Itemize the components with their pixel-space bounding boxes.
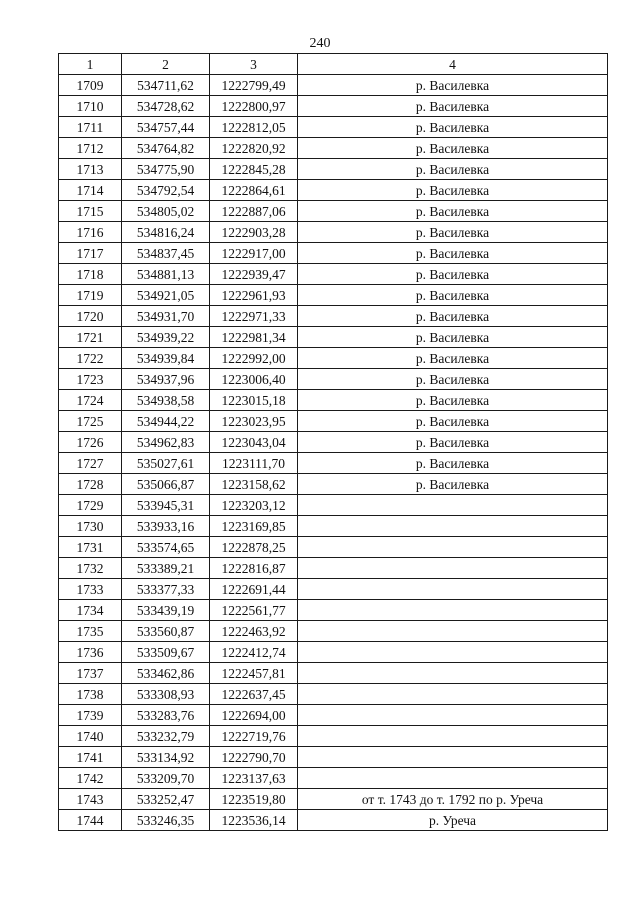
point-number-cell: 1723 bbox=[59, 369, 122, 390]
y-coordinate-cell: 1223015,18 bbox=[210, 390, 298, 411]
table-row bbox=[59, 306, 608, 327]
description-cell bbox=[298, 516, 608, 537]
table-row bbox=[59, 222, 608, 243]
point-number-cell: 1737 bbox=[59, 663, 122, 684]
table-row bbox=[59, 138, 608, 159]
x-coordinate-cell: 534764,82 bbox=[122, 138, 210, 159]
y-coordinate-cell: 1222800,97 bbox=[210, 96, 298, 117]
description-cell: р. Василевка bbox=[298, 201, 608, 222]
description-cell: р. Василевка bbox=[298, 453, 608, 474]
table-row bbox=[59, 75, 608, 96]
point-number-cell: 1740 bbox=[59, 726, 122, 747]
y-coordinate-cell: 1222719,76 bbox=[210, 726, 298, 747]
description-cell: р. Василевка bbox=[298, 180, 608, 201]
point-number-cell: 1731 bbox=[59, 537, 122, 558]
x-coordinate-cell: 533246,35 bbox=[122, 810, 210, 831]
table-row bbox=[59, 537, 608, 558]
x-coordinate-cell: 533933,16 bbox=[122, 516, 210, 537]
point-number-cell: 1729 bbox=[59, 495, 122, 516]
table-row bbox=[59, 264, 608, 285]
x-coordinate-cell: 533389,21 bbox=[122, 558, 210, 579]
x-coordinate-cell: 535027,61 bbox=[122, 453, 210, 474]
point-number-cell: 1712 bbox=[59, 138, 122, 159]
description-cell: р. Василевка bbox=[298, 117, 608, 138]
x-coordinate-cell: 533509,67 bbox=[122, 642, 210, 663]
x-coordinate-cell: 533574,65 bbox=[122, 537, 210, 558]
y-coordinate-cell: 1222971,33 bbox=[210, 306, 298, 327]
point-number-cell: 1727 bbox=[59, 453, 122, 474]
y-coordinate-cell: 1222691,44 bbox=[210, 579, 298, 600]
description-cell bbox=[298, 537, 608, 558]
x-coordinate-cell: 533462,86 bbox=[122, 663, 210, 684]
y-coordinate-cell: 1223006,40 bbox=[210, 369, 298, 390]
description-cell bbox=[298, 558, 608, 579]
description-cell: р. Василевка bbox=[298, 264, 608, 285]
page-number: 240 bbox=[309, 36, 331, 51]
y-coordinate-cell: 1222820,92 bbox=[210, 138, 298, 159]
x-coordinate-cell: 534921,05 bbox=[122, 285, 210, 306]
table-row bbox=[59, 201, 608, 222]
point-number-cell: 1711 bbox=[59, 117, 122, 138]
point-number-cell: 1738 bbox=[59, 684, 122, 705]
y-coordinate-cell: 1222637,45 bbox=[210, 684, 298, 705]
table-row bbox=[59, 453, 608, 474]
x-coordinate-cell: 534792,54 bbox=[122, 180, 210, 201]
x-coordinate-cell: 534931,70 bbox=[122, 306, 210, 327]
point-number-cell: 1717 bbox=[59, 243, 122, 264]
description-cell: р. Василевка bbox=[298, 75, 608, 96]
description-cell: р. Василевка bbox=[298, 159, 608, 180]
point-number-cell: 1739 bbox=[59, 705, 122, 726]
point-number-cell: 1724 bbox=[59, 390, 122, 411]
point-number-cell: 1716 bbox=[59, 222, 122, 243]
y-coordinate-cell: 1222457,81 bbox=[210, 663, 298, 684]
y-coordinate-cell: 1222816,87 bbox=[210, 558, 298, 579]
table-row bbox=[59, 327, 608, 348]
y-coordinate-cell: 1222799,49 bbox=[210, 75, 298, 96]
description-cell bbox=[298, 600, 608, 621]
y-coordinate-cell: 1222992,00 bbox=[210, 348, 298, 369]
description-cell: р. Василевка bbox=[298, 411, 608, 432]
y-coordinate-cell: 1222917,00 bbox=[210, 243, 298, 264]
x-coordinate-cell: 534711,62 bbox=[122, 75, 210, 96]
point-number-cell: 1733 bbox=[59, 579, 122, 600]
y-coordinate-cell: 1222790,70 bbox=[210, 747, 298, 768]
point-number-cell: 1743 bbox=[59, 789, 122, 810]
point-number-cell: 1735 bbox=[59, 621, 122, 642]
point-number-cell: 1715 bbox=[59, 201, 122, 222]
point-number-cell: 1722 bbox=[59, 348, 122, 369]
table-row bbox=[59, 558, 608, 579]
x-coordinate-cell: 535066,87 bbox=[122, 474, 210, 495]
x-coordinate-cell: 534944,22 bbox=[122, 411, 210, 432]
y-coordinate-cell: 1223158,62 bbox=[210, 474, 298, 495]
description-cell bbox=[298, 579, 608, 600]
point-number-cell: 1709 bbox=[59, 75, 122, 96]
table-row bbox=[59, 726, 608, 747]
y-coordinate-cell: 1223137,63 bbox=[210, 768, 298, 789]
description-cell bbox=[298, 663, 608, 684]
y-coordinate-cell: 1223043,04 bbox=[210, 432, 298, 453]
point-number-cell: 1718 bbox=[59, 264, 122, 285]
table-row bbox=[59, 285, 608, 306]
x-coordinate-cell: 534837,45 bbox=[122, 243, 210, 264]
table-row bbox=[59, 348, 608, 369]
description-cell: р. Уреча bbox=[298, 810, 608, 831]
point-number-cell: 1728 bbox=[59, 474, 122, 495]
point-number-cell: 1720 bbox=[59, 306, 122, 327]
y-coordinate-cell: 1222939,47 bbox=[210, 264, 298, 285]
column-header-1: 1 bbox=[59, 54, 122, 75]
table-header-row bbox=[59, 54, 608, 75]
coordinates-table bbox=[58, 53, 608, 831]
table-row bbox=[59, 789, 608, 810]
y-coordinate-cell: 1223169,85 bbox=[210, 516, 298, 537]
table-row bbox=[59, 747, 608, 768]
table-row bbox=[59, 810, 608, 831]
table-row bbox=[59, 768, 608, 789]
description-cell: р. Василевка bbox=[298, 285, 608, 306]
description-cell: р. Василевка bbox=[298, 348, 608, 369]
point-number-cell: 1742 bbox=[59, 768, 122, 789]
x-coordinate-cell: 534962,83 bbox=[122, 432, 210, 453]
x-coordinate-cell: 534939,22 bbox=[122, 327, 210, 348]
y-coordinate-cell: 1223203,12 bbox=[210, 495, 298, 516]
x-coordinate-cell: 533560,87 bbox=[122, 621, 210, 642]
y-coordinate-cell: 1222878,25 bbox=[210, 537, 298, 558]
description-cell bbox=[298, 768, 608, 789]
point-number-cell: 1741 bbox=[59, 747, 122, 768]
point-number-cell: 1732 bbox=[59, 558, 122, 579]
y-coordinate-cell: 1222463,92 bbox=[210, 621, 298, 642]
table-row bbox=[59, 621, 608, 642]
x-coordinate-cell: 533209,70 bbox=[122, 768, 210, 789]
point-number-cell: 1714 bbox=[59, 180, 122, 201]
y-coordinate-cell: 1223023,95 bbox=[210, 411, 298, 432]
x-coordinate-cell: 534728,62 bbox=[122, 96, 210, 117]
description-cell: р. Василевка bbox=[298, 432, 608, 453]
point-number-cell: 1730 bbox=[59, 516, 122, 537]
point-number-cell: 1744 bbox=[59, 810, 122, 831]
x-coordinate-cell: 534805,02 bbox=[122, 201, 210, 222]
column-header-2: 2 bbox=[122, 54, 210, 75]
y-coordinate-cell: 1222561,77 bbox=[210, 600, 298, 621]
table-row bbox=[59, 663, 608, 684]
x-coordinate-cell: 533283,76 bbox=[122, 705, 210, 726]
x-coordinate-cell: 534775,90 bbox=[122, 159, 210, 180]
x-coordinate-cell: 534757,44 bbox=[122, 117, 210, 138]
y-coordinate-cell: 1222845,28 bbox=[210, 159, 298, 180]
description-cell: р. Василевка bbox=[298, 306, 608, 327]
table-row bbox=[59, 516, 608, 537]
y-coordinate-cell: 1222887,06 bbox=[210, 201, 298, 222]
table-row bbox=[59, 96, 608, 117]
x-coordinate-cell: 533232,79 bbox=[122, 726, 210, 747]
point-number-cell: 1725 bbox=[59, 411, 122, 432]
table-row bbox=[59, 579, 608, 600]
point-number-cell: 1719 bbox=[59, 285, 122, 306]
description-cell bbox=[298, 495, 608, 516]
table-row bbox=[59, 390, 608, 411]
column-header-4: 4 bbox=[298, 54, 608, 75]
description-cell bbox=[298, 747, 608, 768]
x-coordinate-cell: 534938,58 bbox=[122, 390, 210, 411]
x-coordinate-cell: 534881,13 bbox=[122, 264, 210, 285]
y-coordinate-cell: 1222812,05 bbox=[210, 117, 298, 138]
x-coordinate-cell: 533308,93 bbox=[122, 684, 210, 705]
description-cell bbox=[298, 726, 608, 747]
table-row bbox=[59, 642, 608, 663]
y-coordinate-cell: 1223536,14 bbox=[210, 810, 298, 831]
description-cell bbox=[298, 705, 608, 726]
table-row bbox=[59, 600, 608, 621]
x-coordinate-cell: 533439,19 bbox=[122, 600, 210, 621]
x-coordinate-cell: 533134,92 bbox=[122, 747, 210, 768]
point-number-cell: 1734 bbox=[59, 600, 122, 621]
table-row bbox=[59, 684, 608, 705]
description-cell: р. Василевка bbox=[298, 138, 608, 159]
description-cell: р. Василевка bbox=[298, 243, 608, 264]
table-row bbox=[59, 705, 608, 726]
description-cell: р. Василевка bbox=[298, 390, 608, 411]
y-coordinate-cell: 1222694,00 bbox=[210, 705, 298, 726]
y-coordinate-cell: 1222903,28 bbox=[210, 222, 298, 243]
description-cell: р. Василевка bbox=[298, 327, 608, 348]
x-coordinate-cell: 534937,96 bbox=[122, 369, 210, 390]
description-cell bbox=[298, 684, 608, 705]
y-coordinate-cell: 1222864,61 bbox=[210, 180, 298, 201]
x-coordinate-cell: 533252,47 bbox=[122, 789, 210, 810]
description-cell bbox=[298, 642, 608, 663]
table-body bbox=[59, 75, 608, 831]
x-coordinate-cell: 534816,24 bbox=[122, 222, 210, 243]
y-coordinate-cell: 1223519,80 bbox=[210, 789, 298, 810]
table-row bbox=[59, 369, 608, 390]
x-coordinate-cell: 533945,31 bbox=[122, 495, 210, 516]
y-coordinate-cell: 1223111,70 bbox=[210, 453, 298, 474]
table-row bbox=[59, 432, 608, 453]
table-row bbox=[59, 474, 608, 495]
description-cell: р. Василевка bbox=[298, 96, 608, 117]
point-number-cell: 1713 bbox=[59, 159, 122, 180]
description-cell: р. Василевка bbox=[298, 369, 608, 390]
point-number-cell: 1726 bbox=[59, 432, 122, 453]
description-cell: р. Василевка bbox=[298, 222, 608, 243]
point-number-cell: 1736 bbox=[59, 642, 122, 663]
y-coordinate-cell: 1222412,74 bbox=[210, 642, 298, 663]
y-coordinate-cell: 1222981,34 bbox=[210, 327, 298, 348]
table-row bbox=[59, 117, 608, 138]
table-row bbox=[59, 159, 608, 180]
description-cell: от т. 1743 до т. 1792 по р. Уреча bbox=[298, 789, 608, 810]
description-cell bbox=[298, 621, 608, 642]
point-number-cell: 1721 bbox=[59, 327, 122, 348]
table-row bbox=[59, 243, 608, 264]
table-row bbox=[59, 180, 608, 201]
column-header-3: 3 bbox=[210, 54, 298, 75]
x-coordinate-cell: 533377,33 bbox=[122, 579, 210, 600]
x-coordinate-cell: 534939,84 bbox=[122, 348, 210, 369]
table-row bbox=[59, 495, 608, 516]
description-cell: р. Василевка bbox=[298, 474, 608, 495]
point-number-cell: 1710 bbox=[59, 96, 122, 117]
y-coordinate-cell: 1222961,93 bbox=[210, 285, 298, 306]
table-row bbox=[59, 411, 608, 432]
